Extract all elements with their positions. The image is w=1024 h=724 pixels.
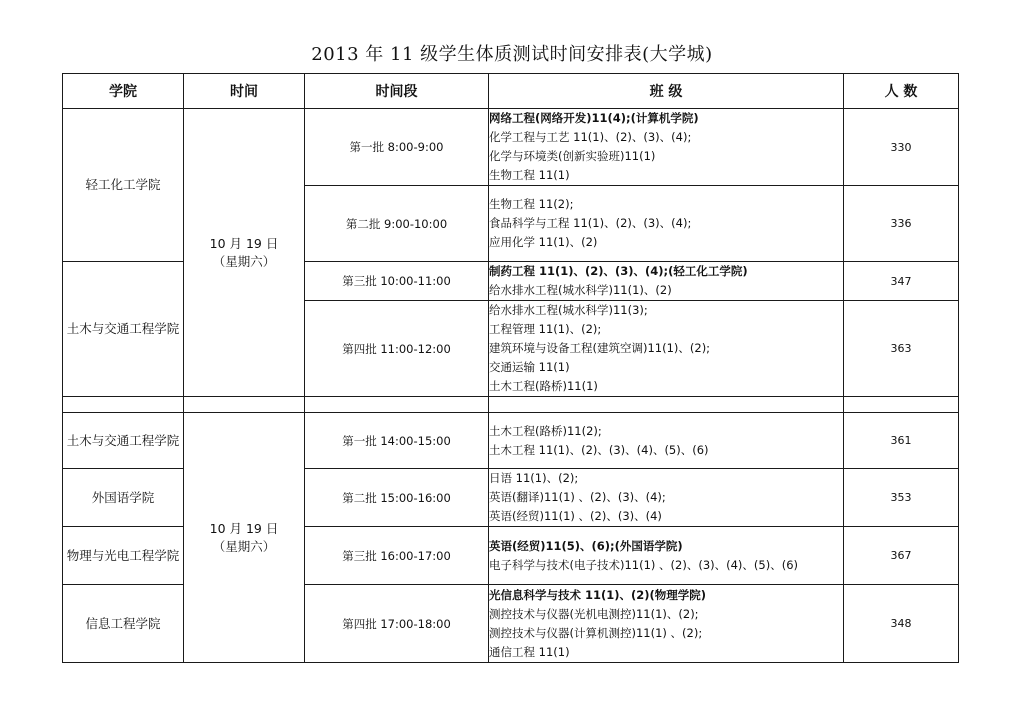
date-cell [184, 413, 305, 663]
class-line: 生物工程 11(1) [489, 168, 570, 182]
period-cell: 第四批 17:00-18:00 [305, 585, 489, 663]
classes-cell [489, 413, 844, 469]
college-cell: 土木与交通工程学院 [63, 413, 184, 469]
header-count: 人 数 [844, 74, 959, 109]
class-line: 英语(翻译)11(1) 、(2)、(3)、(4); [489, 490, 666, 504]
college-cell: 土木与交通工程学院 [63, 262, 184, 397]
date-text: 10 月 19 日 [209, 235, 279, 251]
class-line: 土木工程(路桥)11(2); [489, 423, 602, 438]
count-cell: 348 [844, 585, 959, 663]
table-row [63, 413, 959, 469]
class-line: 给水排水工程(城水科学)11(3); [489, 303, 648, 317]
period-cell: 第一批 14:00-15:00 [305, 413, 489, 469]
class-line: 网络工程(网络开发)11(4);(计算机学院) [489, 111, 699, 125]
date-text: 10 月 19 日 [209, 520, 279, 536]
period-cell: 第二批 15:00-16:00 [305, 469, 489, 527]
page-title: 2013 年 11 级学生体质测试时间安排表(大学城) [311, 44, 713, 65]
header-period: 时间段 [305, 74, 489, 109]
class-line: 英语(经贸)11(1) 、(2)、(3)、(4) [489, 509, 662, 523]
classes-cell [489, 109, 844, 186]
period-cell: 第四批 11:00-12:00 [305, 301, 489, 397]
count-cell: 330 [844, 109, 959, 186]
class-line: 给水排水工程(城水科学)11(1)、(2) [489, 283, 672, 297]
classes-cell [489, 262, 844, 301]
count-cell: 353 [844, 469, 959, 527]
classes-cell [489, 186, 844, 262]
class-line: 交通运输 11(1) [489, 360, 570, 374]
class-line: 测控技术与仪器(光机电测控)11(1)、(2); [489, 606, 699, 621]
class-line: 食品科学与工程 11(1)、(2)、(3)、(4); [489, 216, 692, 230]
weekday-text: （星期六） [212, 253, 276, 269]
class-line: 电子科学与技术(电子技术)11(1) 、(2)、(3)、(4)、(5)、(6) [489, 557, 798, 572]
classes-cell [489, 469, 844, 527]
count-cell: 363 [844, 301, 959, 397]
class-line: 测控技术与仪器(计算机测控)11(1) 、(2); [489, 625, 703, 640]
header-row [63, 74, 959, 109]
date-cell [184, 109, 305, 397]
college-cell: 轻工化工学院 [63, 109, 184, 262]
classes-cell [489, 301, 844, 397]
period-cell: 第一批 8:00-9:00 [305, 109, 489, 186]
count-cell: 367 [844, 527, 959, 585]
spacer-row [63, 397, 959, 413]
period-cell: 第二批 9:00-10:00 [305, 186, 489, 262]
header-college: 学院 [63, 74, 184, 109]
class-line: 化学工程与工艺 11(1)、(2)、(3)、(4); [489, 130, 692, 144]
class-line: 建筑环境与设备工程(建筑空调)11(1)、(2); [489, 341, 711, 355]
period-cell: 第三批 16:00-17:00 [305, 527, 489, 585]
class-line: 通信工程 11(1) [489, 644, 570, 659]
class-line: 应用化学 11(1)、(2) [489, 235, 598, 249]
class-line: 土木工程(路桥)11(1) [489, 379, 598, 393]
class-line: 英语(经贸)11(5)、(6);(外国语学院) [489, 538, 683, 553]
count-cell: 336 [844, 186, 959, 262]
count-cell: 347 [844, 262, 959, 301]
schedule-table [62, 73, 959, 663]
header-date: 时间 [184, 74, 305, 109]
count-cell: 361 [844, 413, 959, 469]
class-line: 制药工程 11(1)、(2)、(3)、(4);(轻工化工学院) [489, 264, 748, 278]
college-cell: 信息工程学院 [63, 585, 184, 663]
class-line: 日语 11(1)、(2); [489, 471, 579, 485]
period-cell: 第三批 10:00-11:00 [305, 262, 489, 301]
class-line: 化学与环境类(创新实验班)11(1) [489, 149, 656, 163]
table-row [63, 109, 959, 186]
college-cell: 外国语学院 [63, 469, 184, 527]
class-line: 土木工程 11(1)、(2)、(3)、(4)、(5)、(6) [489, 442, 709, 457]
class-line: 光信息科学与技术 11(1)、(2)(物理学院) [489, 587, 707, 602]
header-classes: 班 级 [489, 74, 844, 109]
class-line: 工程管理 11(1)、(2); [489, 322, 602, 336]
weekday-text: （星期六） [212, 538, 276, 554]
classes-cell [489, 527, 844, 585]
classes-cell [489, 585, 844, 663]
class-line: 生物工程 11(2); [489, 197, 574, 211]
college-cell: 物理与光电工程学院 [63, 527, 184, 585]
